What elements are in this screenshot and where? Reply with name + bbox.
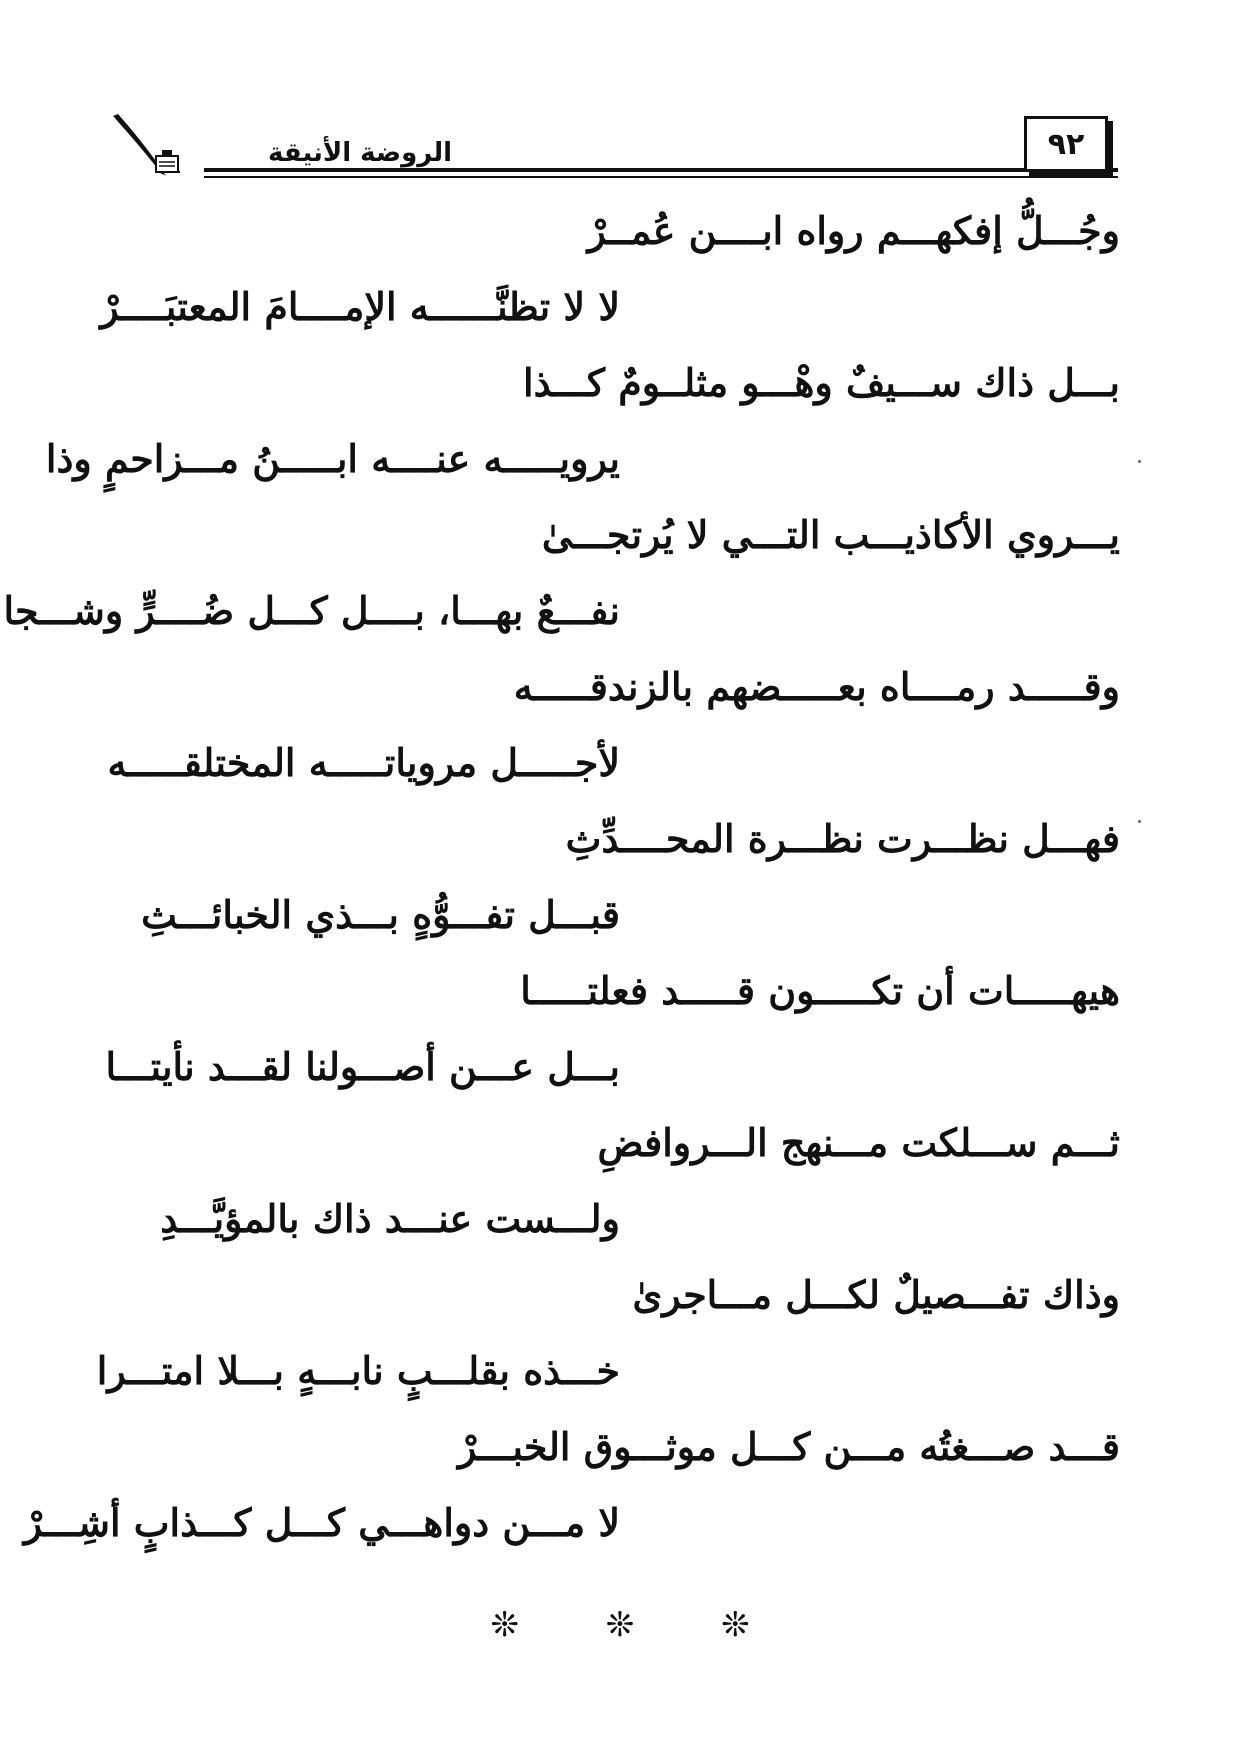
verse-hemistich-10: قبـــل تفـــوُّهٍ بـــذي الخبائـــثِ xyxy=(141,892,620,937)
book-title: الروضة الأنيقة xyxy=(268,138,453,168)
verse-hemistich-16: خـــذه بقلـــبٍ نابـــهٍ بـــلا امتـــرا xyxy=(96,1348,620,1393)
ornament-icon: ❊ xyxy=(605,1605,635,1645)
header-rule-thin xyxy=(204,176,1118,178)
verse-hemistich-12: بـــل عـــن أصـــولنا لقـــد نأيتـــا xyxy=(105,1044,620,1089)
verse-hemistich-11: هيهـــــات أن تكـــــون قـــــد فعلتـــــا xyxy=(520,968,1120,1013)
page-number: ٩٢ xyxy=(1024,116,1108,172)
verse-hemistich-5: يـــروي الأكاذيـــب التـــي لا يُرتجـــىٰ xyxy=(541,512,1120,557)
ornament-icon: ❊ xyxy=(490,1605,519,1645)
scan-speck xyxy=(1138,460,1141,463)
verse-hemistich-2: لا لا تظنَّــــــه الإمــــامَ المعتبَــــرْ xyxy=(100,284,620,329)
verse-hemistich-6: نفـــعٌ بهـــا، بــــل كـــل ضُــــرٍّ وشـــجا xyxy=(3,588,620,633)
scan-speck xyxy=(1138,820,1141,823)
header-rule xyxy=(204,168,1118,172)
section-ornaments xyxy=(0,1605,1240,1645)
verse-hemistich-14: ولـــست عنـــد ذاك بالمؤيَّـــدِ xyxy=(160,1196,620,1241)
ornament-icon: ❊ xyxy=(721,1605,750,1645)
verse-hemistich-13: ثـــم ســـلكت مـــنهج الـــروافضِ xyxy=(597,1120,1120,1165)
verse-hemistich-7: وقـــــد رمــــاه بعـــــضهم بالزندقـــــه xyxy=(513,664,1120,709)
pen-inkwell-icon xyxy=(108,110,268,190)
verse-hemistich-1: وجُـــلُّ إفكهـــم رواه ابــــن عُمــرْ xyxy=(587,208,1120,253)
verse-hemistich-8: لأجـــــل مروياتـــــه المختلقـــــه xyxy=(107,740,620,785)
verse-hemistich-3: بـــل ذاك ســـيفٌ وهْـــو مثلــومٌ كـــذا xyxy=(523,360,1120,405)
verse-hemistich-17: قـــد صـــغتُه مـــن كـــل موثـــوق الخبـــرْ xyxy=(457,1424,1120,1469)
verse-hemistich-18: لا مـــن دواهـــي كـــل كـــذابٍ أشِـــرْ xyxy=(23,1500,620,1545)
page-header xyxy=(108,110,1118,190)
verse-hemistich-9: فهـــل نظـــرت نظـــرة المحــــدِّثِ xyxy=(565,816,1120,861)
verse-hemistich-4: يرويـــــه عنــــه ابـــــنُ مـــزاحمٍ وذا xyxy=(45,436,620,481)
verse-hemistich-15: وذاك تفـــصيلٌ لكـــل مـــاجرىٰ xyxy=(632,1272,1120,1317)
